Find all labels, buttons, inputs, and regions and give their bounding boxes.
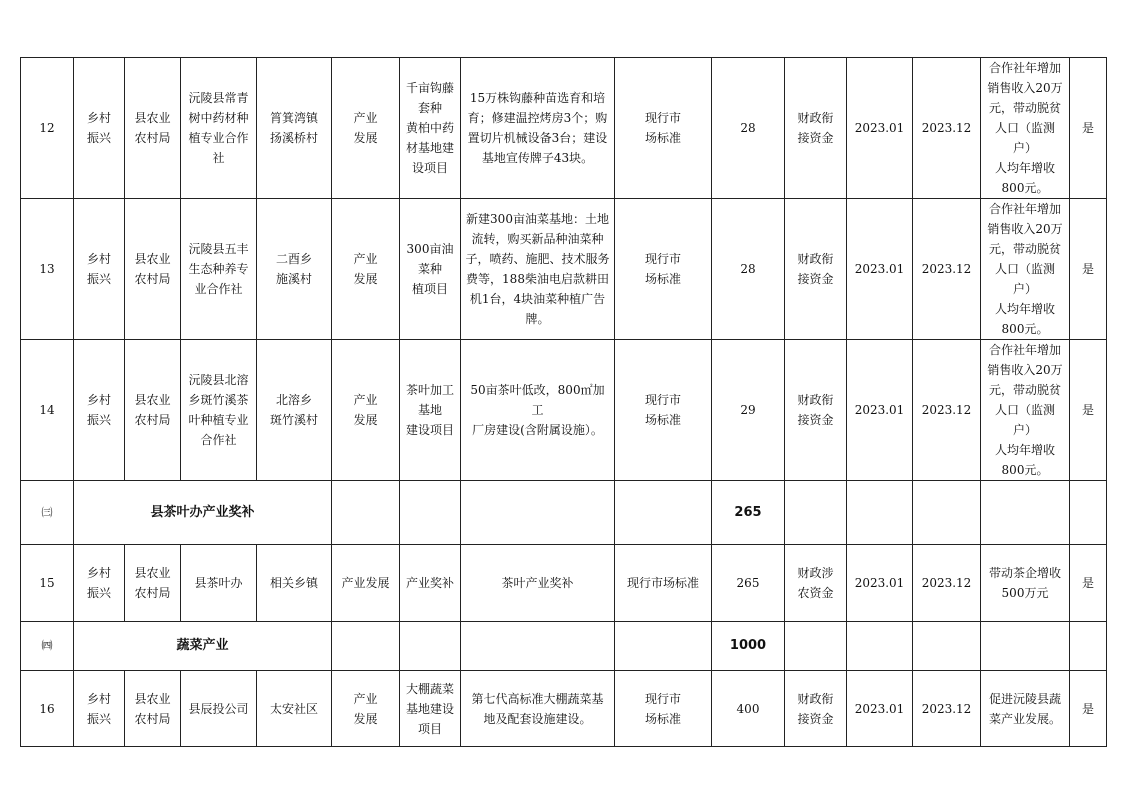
- department-cell: 县农业 农村局: [125, 199, 181, 340]
- amount-cell: 28: [712, 199, 785, 340]
- department-cell: 县农业 农村局: [125, 671, 181, 747]
- standard-cell: 现行市场标准: [615, 545, 712, 622]
- construction-content-cell: 茶叶产业奖补: [461, 545, 615, 622]
- section-title: 蔬菜产业: [74, 622, 332, 671]
- construction-content-cell: 15万株钩藤种苗选育和培 育；修建温控烤房3个；购 置切片机械设备3台；建设 基地宣传牌子43块。: [461, 58, 615, 199]
- project-name-cell: 产业奖补: [400, 545, 461, 622]
- implementing-unit-cell: 沅陵县常青 树中药材种 植专业合作 社: [181, 58, 257, 199]
- end-date-cell: 2023.12: [913, 199, 981, 340]
- department-cell: 县农业 农村局: [125, 340, 181, 481]
- construction-content-cell: 50亩茶叶低改，800㎡加工 厂房建设(含附属设施）。: [461, 340, 615, 481]
- end-date-cell: 2023.12: [913, 671, 981, 747]
- row-number: 15: [21, 545, 74, 622]
- benefit-cell: 带动茶企增收 500万元: [981, 545, 1070, 622]
- category-cell: 乡村 振兴: [74, 545, 125, 622]
- project-type-cell: 产业发展: [332, 545, 400, 622]
- fund-source-cell: 财政衔 接资金: [785, 671, 847, 747]
- standard-cell: 现行市 场标准: [615, 58, 712, 199]
- project-name-cell: 300亩油 菜种 植项目: [400, 199, 461, 340]
- implementing-unit-cell: 县茶叶办: [181, 545, 257, 622]
- amount-cell: 265: [712, 545, 785, 622]
- start-date-cell: 2023.01: [847, 545, 913, 622]
- fund-source-cell: 财政衔 接资金: [785, 58, 847, 199]
- implementing-unit-cell: 沅陵县北溶 乡斑竹溪茶 叶种植专业 合作社: [181, 340, 257, 481]
- flag-cell: 是: [1070, 340, 1107, 481]
- construction-content-cell: 第七代高标准大棚蔬菜基 地及配套设施建设。: [461, 671, 615, 747]
- implementing-unit-cell: 县辰投公司: [181, 671, 257, 747]
- flag-cell: 是: [1070, 671, 1107, 747]
- section-row: [21, 622, 1107, 671]
- row-number: 16: [21, 671, 74, 747]
- start-date-cell: 2023.01: [847, 58, 913, 199]
- standard-cell: 现行市 场标准: [615, 671, 712, 747]
- benefit-cell: 合作社年增加 销售收入20万 元，带动脱贫 人口（监测户） 人均年增收 800元。: [981, 340, 1070, 481]
- department-cell: 县农业 农村局: [125, 545, 181, 622]
- location-cell: 相关乡镇: [257, 545, 332, 622]
- standard-cell: 现行市 场标准: [615, 340, 712, 481]
- row-number: 14: [21, 340, 74, 481]
- construction-content-cell: 新建300亩油菜基地：土地 流转，购买新品种油菜种 子，喷药、施肥、技术服务 费等，188柴油电启款耕田 机1台，4块油菜种植广告 牌。: [461, 199, 615, 340]
- project-type-cell: 产业 发展: [332, 199, 400, 340]
- project-name-cell: 茶叶加工 基地 建设项目: [400, 340, 461, 481]
- benefit-cell: 合作社年增加 销售收入20万 元，带动脱贫 人口（监测户） 人均年增收 800元。: [981, 58, 1070, 199]
- amount-cell: 400: [712, 671, 785, 747]
- project-type-cell: 产业 发展: [332, 58, 400, 199]
- location-cell: 太安社区: [257, 671, 332, 747]
- flag-cell: 是: [1070, 199, 1107, 340]
- row-number: 13: [21, 199, 74, 340]
- table-row: [21, 545, 1107, 622]
- flag-cell: 是: [1070, 58, 1107, 199]
- location-cell: 北溶乡 斑竹溪村: [257, 340, 332, 481]
- flag-cell: 是: [1070, 545, 1107, 622]
- start-date-cell: 2023.01: [847, 340, 913, 481]
- section-amount: 1000: [712, 622, 785, 671]
- section-number: ㈢: [21, 481, 74, 545]
- project-name-cell: 千亩钩藤 套种 黄柏中药 材基地建 设项目: [400, 58, 461, 199]
- table-row: [21, 671, 1107, 747]
- project-name-cell: 大棚蔬菜 基地建设 项目: [400, 671, 461, 747]
- benefit-cell: 促进沅陵县蔬 菜产业发展。: [981, 671, 1070, 747]
- location-cell: 二酉乡 施溪村: [257, 199, 332, 340]
- row-number: 12: [21, 58, 74, 199]
- start-date-cell: 2023.01: [847, 199, 913, 340]
- start-date-cell: 2023.01: [847, 671, 913, 747]
- category-cell: 乡村 振兴: [74, 671, 125, 747]
- section-title: 县茶叶办产业奖补: [74, 481, 332, 545]
- table-row: [21, 199, 1107, 340]
- amount-cell: 29: [712, 340, 785, 481]
- fund-source-cell: 财政涉 农资金: [785, 545, 847, 622]
- category-cell: 乡村 振兴: [74, 199, 125, 340]
- fund-source-cell: 财政衔 接资金: [785, 199, 847, 340]
- end-date-cell: 2023.12: [913, 340, 981, 481]
- category-cell: 乡村 振兴: [74, 340, 125, 481]
- section-row: [21, 481, 1107, 545]
- location-cell: 筲箕湾镇 扬溪桥村: [257, 58, 332, 199]
- project-type-cell: 产业 发展: [332, 340, 400, 481]
- benefit-cell: 合作社年增加 销售收入20万 元，带动脱贫 人口（监测户） 人均年增收 800元。: [981, 199, 1070, 340]
- implementing-unit-cell: 沅陵县五丰 生态种养专 业合作社: [181, 199, 257, 340]
- end-date-cell: 2023.12: [913, 545, 981, 622]
- end-date-cell: 2023.12: [913, 58, 981, 199]
- department-cell: 县农业 农村局: [125, 58, 181, 199]
- section-amount: 265: [712, 481, 785, 545]
- table-row: [21, 58, 1107, 199]
- fund-source-cell: 财政衔 接资金: [785, 340, 847, 481]
- project-table: [20, 57, 1107, 747]
- table-row: [21, 340, 1107, 481]
- amount-cell: 28: [712, 58, 785, 199]
- section-number: ㈣: [21, 622, 74, 671]
- project-type-cell: 产业 发展: [332, 671, 400, 747]
- standard-cell: 现行市 场标准: [615, 199, 712, 340]
- category-cell: 乡村 振兴: [74, 58, 125, 199]
